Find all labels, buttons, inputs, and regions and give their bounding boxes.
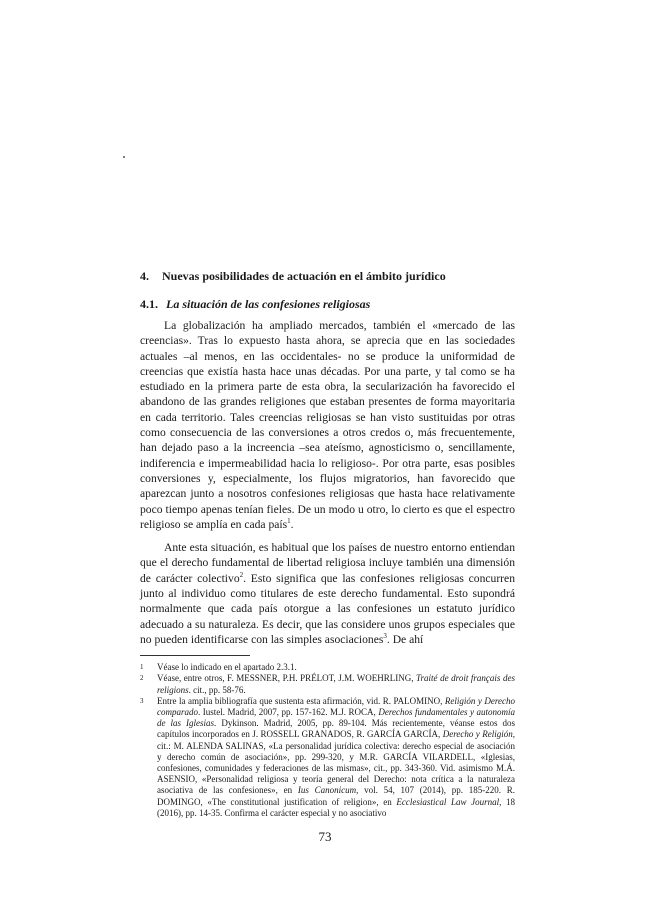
body-paragraph-1: La globalización ha ampliado mercados, también el «mercado de las creencias». Tras lo expuesto hasta ahora, se aprecia que en las sociedades actuales –al menos, en las occidentales- no se produce la uniformidad de creencias que existía hasta hace unas décadas. Por una parte, y tal como se ha estudiado en la primera parte de esta obra, la secularización ha favorecido el abandono de las grandes religiones que estaban presentes de forma mayoritaria en cada territorio. Tales creencias religiosas se han visto sustituidas por otras como consecuencia de las conversiones a otros credos o, más frecuentemente, han dejado paso a la increencia –sea ateísmo, agnosticismo o, sencillamente, indiferencia e impermeabilidad hacia lo religioso-. Por otra parte, esas posibles conversiones y, especialmente, los flujos migratorios, han favorecido que aparezcan junto a nosotros confesiones religiosas que hasta hace relativamente poco tiempo apenas tenían fieles. De un modo u otro, lo cierto es que el espectro religioso se amplía en cada país$^1$. bbox=[140, 319, 515, 531]
footnote-number: 2 bbox=[140, 674, 144, 683]
footnote-text-part: , cit.: M. ALENDA SALINAS, «La personalidad jurídica colectiva: derecho especial de asociación y derecho común de asociación», pp. 299-320, y M.R. GARCÍA VILARDELL, «Iglesias, confesiones, comunidades y federaciones de las mismas», cit., pp. 343-360. Vid. asimismo M.Á. ASENSIO, «Personalidad religiosa y teoría general del Derecho: nota crítica a la naturaleza asociativa de las confesiones», en bbox=[157, 729, 515, 796]
paragraph-1-text: La globalización ha ampliado mercados, también el «mercado de las creencias». Tras lo expuesto hasta ahora, se aprecia que en las sociedades actuales –al menos, en las occidentales- no se produce la uniformidad de creencias que existía hasta hace unas décadas. Por una parte, y tal como se ha estudiado en la primera parte de esta obra, la secularización ha favorecido el abandono de las grandes religiones que estaban presentes de forma mayoritaria en cada territorio. Tales creencias religiosas se han visto sustituidas por otras como consecuencia de las conversiones a otros credos o, más frecuentemente, han dejado paso a la increencia –sea ateísmo, agnosticismo o, sencillamente, indiferencia e impermeabilidad hacia lo religioso-. Por otra parte, esas posibles conversiones y, especialmente, los flujos migratorios, han favorecido que aparezcan junto a nosotros confesiones religiosas que hasta hace relativamente poco tiempo apenas tenían fieles. De un modo u otro, lo cierto es que el espectro religioso se amplía en cada país bbox=[140, 319, 515, 531]
subsection-number: 4.1. bbox=[140, 297, 158, 311]
footnote-title-italic: Ecclesiastical Law Journal bbox=[396, 796, 500, 807]
footnote-text bbox=[157, 696, 515, 819]
footnote-text-part: . Iustel. Madrid, 2007, pp. 157-162. M.J. ROCA, bbox=[198, 707, 379, 718]
footnote-text-part: Véase, entre otros, F. MESSNER, P.H. PRÉLOT, J.M. WOEHRLING, bbox=[157, 673, 417, 684]
body-paragraph-2 bbox=[140, 540, 515, 647]
footnote-title-italic: Derechos fundamentales y autonomía de las Iglesias bbox=[157, 707, 515, 729]
paragraph-2-text-c: . De ahí bbox=[386, 632, 424, 646]
footnote-3 bbox=[140, 696, 515, 819]
footnote-1 bbox=[140, 662, 515, 673]
footnote-text bbox=[157, 673, 515, 695]
stray-mark bbox=[123, 156, 125, 158]
page-body bbox=[140, 268, 515, 819]
footnote-ref-2[interactable]: 2 bbox=[239, 570, 244, 579]
footnote-number: 1 bbox=[140, 663, 144, 672]
footnote-text-part: . Dykinson. Madrid, 2005, pp. 89-104. Más recientemente, véanse estos dos capítulos incorporados en J. ROSSELL GRANADOS, R. GARCÍA GARCÍA, bbox=[157, 718, 515, 740]
footnote-2 bbox=[140, 673, 515, 695]
footnote-number: 3 bbox=[140, 696, 144, 705]
section-heading bbox=[140, 268, 515, 284]
paragraph-2-text-a: Ante esta situación, es habitual que los países de nuestro entorno entiendan que el derecho fundamental de libertad religiosa incluye también una dimensión de carácter colectivo bbox=[140, 541, 515, 585]
footnote-title-italic: Traité de droit français des religions bbox=[157, 673, 515, 695]
footnote-text-part: , vol. 54, 107 (2014), pp. 185-220. R. DOMINGO, «The constitutional justification of religion», en bbox=[157, 785, 515, 807]
footnote-divider bbox=[140, 655, 250, 656]
page-number: 73 bbox=[318, 829, 332, 844]
footnotes bbox=[140, 662, 515, 819]
section-number: 4. bbox=[140, 269, 149, 283]
subsection-title: La situación de las confesiones religiosas bbox=[166, 297, 371, 311]
footnote-title-italic: Ius Canonicum bbox=[297, 785, 357, 796]
paragraph-2-text-b: . Esto significa que las confesiones religiosas concurren junto al individuo como titulares de este derecho fundamental. Esto supondrá normalmente que cada país otorgue a las confesiones un estatuto jurídico adecuado a su naturaleza. Es decir, que las considere unos grupos especiales que no pueden identificarse con las simples asociaciones bbox=[140, 571, 515, 646]
footnote-ref-3[interactable]: 3 bbox=[383, 632, 387, 641]
footnote-text: Véase lo indicado en el apartado 2.3.1. bbox=[157, 662, 297, 673]
footnote-text-part: Entre la amplia bibliografía que sustenta esta afirmación, vid. R. PALOMINO, bbox=[157, 695, 445, 706]
section-title: Nuevas posibilidades de actuación en el ámbito jurídico bbox=[162, 269, 446, 283]
footnote-ref-1[interactable]: 1 bbox=[287, 517, 291, 525]
footnote-text-part: . cit., pp. 58-76. bbox=[188, 684, 246, 695]
subsection-heading bbox=[140, 296, 515, 312]
footnote-title-italic: Religión y Derecho comparado bbox=[157, 695, 515, 718]
footnote-text-part: , 18 (2016), pp. 14-35. Confirma el carácter especial y no asociativo bbox=[157, 796, 515, 818]
footnote-title-italic: Derecho y Religión bbox=[442, 729, 513, 740]
